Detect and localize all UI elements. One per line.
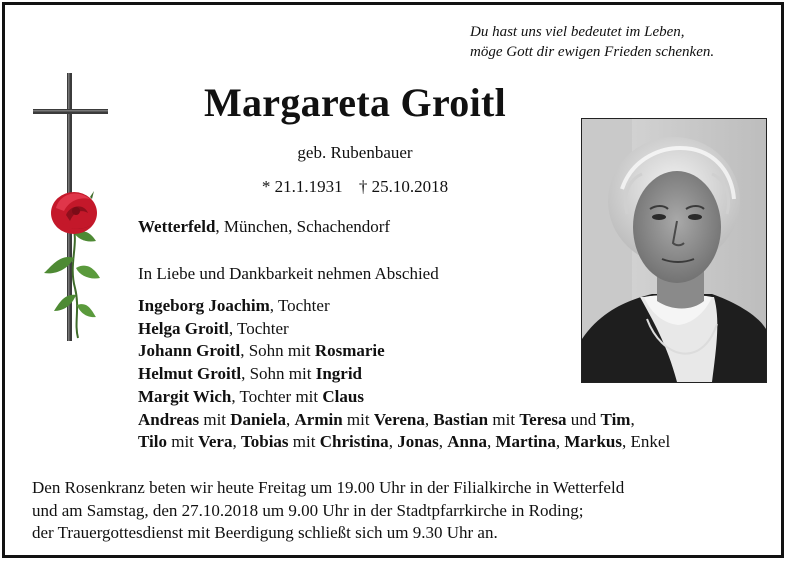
family-line — [138, 431, 670, 454]
family-member-name: Daniela — [230, 409, 286, 429]
places-rest: , München, Schachendorf — [215, 217, 391, 236]
family-member-name: Andreas — [138, 409, 200, 429]
family-relation-text: , — [232, 432, 241, 452]
family-member-name: Tobias — [240, 432, 289, 452]
family-relation-text: , Enkel — [622, 432, 671, 452]
family-relation-text: und — [566, 409, 601, 429]
birth-name: geb. Rubenbauer — [297, 143, 413, 162]
quote-line-1: Du hast uns viel bedeutet im Leben, — [470, 24, 685, 40]
family-member-name: Jonas — [397, 432, 439, 452]
portrait-image — [582, 119, 766, 382]
family-member-name: Anna — [447, 432, 487, 452]
quote-line-2: möge Gott dir ewigen Frieden schenken. — [470, 44, 715, 60]
family-relation-text: , — [286, 409, 295, 429]
family-member-name: Rosmarie — [314, 341, 385, 361]
memorial-quote — [470, 22, 714, 62]
family-relation-text: , — [424, 409, 434, 429]
family-relation-text: mit — [342, 409, 374, 429]
family-relation-text: , — [438, 432, 448, 452]
family-relation-text: , Tochter — [228, 318, 289, 338]
family-line — [138, 386, 670, 409]
family-member-name: Tilo — [138, 432, 167, 452]
family-relation-text: mit — [488, 409, 520, 429]
place-main: Wetterfeld — [138, 217, 216, 236]
family-member-name: Helmut Groitl — [138, 364, 242, 384]
family-relation-text: , Sohn mit — [240, 341, 315, 361]
family-relation-text: , Tochter mit — [231, 386, 323, 406]
portrait-photo — [581, 118, 767, 383]
family-member-name: Margit Wich — [138, 386, 232, 406]
family-relation-text: mit — [166, 432, 199, 452]
farewell-intro: In Liebe und Dankbarkeit nehmen Abschied — [138, 264, 439, 283]
family-member-name: Johann Groitl — [138, 341, 241, 361]
birth-date: * 21.1.1931 — [261, 177, 343, 196]
family-member-name: Teresa — [519, 409, 567, 429]
service-info — [32, 477, 624, 545]
deceased-name: Margareta Groitl — [203, 80, 507, 125]
family-member-name: Verena — [373, 409, 425, 429]
family-relation-text: , Tochter — [269, 296, 330, 315]
family-member-name: Ingrid — [315, 364, 363, 384]
family-relation-text: , Sohn mit — [241, 364, 316, 384]
family-relation-text: , — [388, 432, 398, 452]
places-line — [138, 217, 390, 237]
service-line-1: Den Rosenkranz beten wir heute Freitag um 19.00 Uhr in der Filialkirche in Wetterfeld — [32, 478, 625, 497]
family-relation-text: mit — [288, 432, 320, 452]
family-member-name: Bastian — [433, 409, 489, 429]
family-member-name: Christina — [319, 432, 389, 452]
family-member-name: Martina — [495, 432, 556, 452]
family-relation-text: mit — [199, 409, 231, 429]
family-member-name: Claus — [322, 386, 364, 406]
family-member-name: Tim — [600, 409, 631, 429]
family-member-name: Helga Groitl — [138, 318, 229, 338]
death-date: † 25.10.2018 — [358, 177, 449, 196]
family-member-name: Markus — [564, 432, 623, 452]
service-line-3: der Trauergottesdienst mit Beerdigung schließt sich um 9.30 Uhr an. — [32, 523, 498, 542]
family-member-name: Armin — [294, 409, 343, 429]
family-member-name: Ingeborg Joachim — [138, 296, 270, 315]
service-line-2: und am Samstag, den 27.10.2018 um 9.00 Uhr in der Stadtpfarrkirche in Roding; — [32, 500, 584, 520]
obituary-card — [2, 2, 784, 558]
family-relation-text: , — [555, 432, 565, 452]
family-member-name: Vera — [198, 432, 233, 452]
family-line — [138, 409, 670, 432]
family-relation-text: , — [486, 432, 496, 452]
family-relation-text: , — [630, 409, 635, 429]
